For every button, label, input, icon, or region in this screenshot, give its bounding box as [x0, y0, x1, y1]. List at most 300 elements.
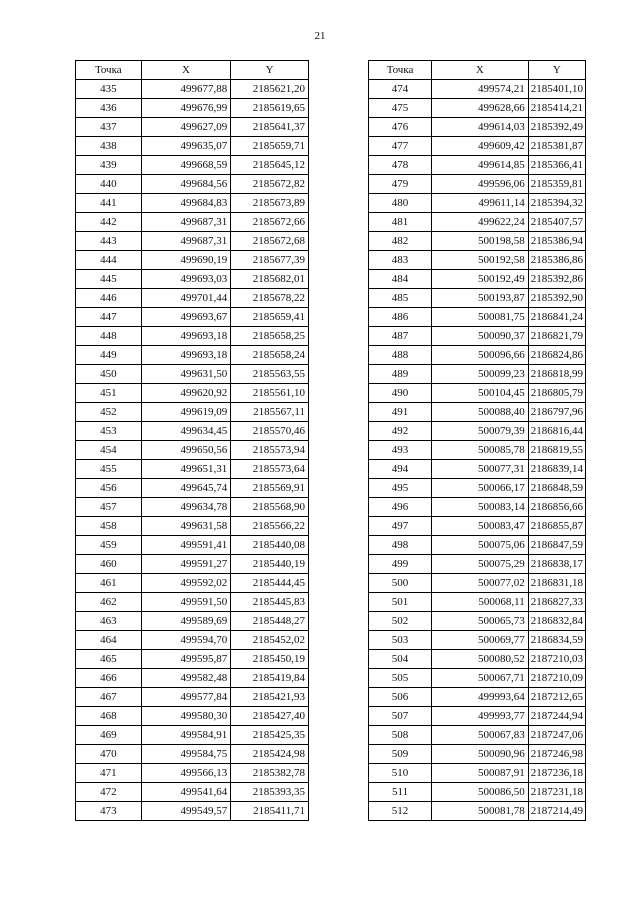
- x-cell: 499651,31: [141, 460, 231, 479]
- y-cell: 2186841,24: [528, 308, 585, 327]
- y-cell: 2186848,59: [528, 479, 585, 498]
- y-cell: 2185573,64: [231, 460, 309, 479]
- table-row: [369, 118, 586, 137]
- table-row: [76, 612, 309, 631]
- x-cell: 499693,03: [141, 270, 231, 289]
- point-cell: 442: [76, 213, 142, 232]
- x-cell: 499677,88: [141, 80, 231, 99]
- point-cell: 482: [369, 232, 432, 251]
- header-point: Точка: [369, 61, 432, 80]
- point-cell: 497: [369, 517, 432, 536]
- y-cell: 2185393,35: [231, 783, 309, 802]
- point-cell: 450: [76, 365, 142, 384]
- y-cell: 2186831,18: [528, 574, 585, 593]
- table-row: [76, 308, 309, 327]
- x-cell: 499566,13: [141, 764, 231, 783]
- x-cell: 499591,50: [141, 593, 231, 612]
- x-cell: 500079,39: [432, 422, 529, 441]
- table-row: [369, 422, 586, 441]
- x-cell: 500083,47: [432, 517, 529, 536]
- y-cell: 2185452,02: [231, 631, 309, 650]
- x-cell: 499687,31: [141, 232, 231, 251]
- y-cell: 2186832,84: [528, 612, 585, 631]
- table-row: [369, 498, 586, 517]
- point-cell: 505: [369, 669, 432, 688]
- y-cell: 2185682,01: [231, 270, 309, 289]
- table-row: [369, 270, 586, 289]
- table-row: [369, 802, 586, 821]
- point-cell: 456: [76, 479, 142, 498]
- table-row: [76, 631, 309, 650]
- point-cell: 491: [369, 403, 432, 422]
- y-cell: 2185381,87: [528, 137, 585, 156]
- table-row: [369, 99, 586, 118]
- point-cell: 448: [76, 327, 142, 346]
- point-cell: 511: [369, 783, 432, 802]
- table-row: [76, 80, 309, 99]
- point-cell: 470: [76, 745, 142, 764]
- point-cell: 480: [369, 194, 432, 213]
- point-cell: 435: [76, 80, 142, 99]
- x-cell: 499627,09: [141, 118, 231, 137]
- x-cell: 499584,75: [141, 745, 231, 764]
- point-cell: 449: [76, 346, 142, 365]
- x-cell: 500099,23: [432, 365, 529, 384]
- x-cell: 499676,99: [141, 99, 231, 118]
- y-cell: 2185392,86: [528, 270, 585, 289]
- y-cell: 2185394,32: [528, 194, 585, 213]
- x-cell: 499645,74: [141, 479, 231, 498]
- table-row: [369, 574, 586, 593]
- point-cell: 494: [369, 460, 432, 479]
- y-cell: 2185658,25: [231, 327, 309, 346]
- point-cell: 503: [369, 631, 432, 650]
- point-cell: 492: [369, 422, 432, 441]
- table-row: [76, 650, 309, 669]
- y-cell: 2185427,40: [231, 707, 309, 726]
- y-cell: 2187247,06: [528, 726, 585, 745]
- table-row: [76, 555, 309, 574]
- x-cell: 499993,77: [432, 707, 529, 726]
- point-cell: 441: [76, 194, 142, 213]
- y-cell: 2185570,46: [231, 422, 309, 441]
- point-cell: 484: [369, 270, 432, 289]
- x-cell: 499574,21: [432, 80, 529, 99]
- y-cell: 2186855,87: [528, 517, 585, 536]
- y-cell: 2187244,94: [528, 707, 585, 726]
- point-cell: 479: [369, 175, 432, 194]
- y-cell: 2185672,82: [231, 175, 309, 194]
- point-cell: 467: [76, 688, 142, 707]
- table-row: [76, 726, 309, 745]
- point-cell: 474: [369, 80, 432, 99]
- point-cell: 498: [369, 536, 432, 555]
- y-cell: 2185411,71: [231, 802, 309, 821]
- y-cell: 2187210,09: [528, 669, 585, 688]
- table-row: [76, 745, 309, 764]
- y-cell: 2185678,22: [231, 289, 309, 308]
- table-row: [76, 175, 309, 194]
- y-cell: 2185621,20: [231, 80, 309, 99]
- table-row: [76, 365, 309, 384]
- point-cell: 499: [369, 555, 432, 574]
- point-cell: 481: [369, 213, 432, 232]
- y-cell: 2185392,90: [528, 289, 585, 308]
- table-row: [76, 346, 309, 365]
- x-cell: 500090,96: [432, 745, 529, 764]
- point-cell: 447: [76, 308, 142, 327]
- point-cell: 472: [76, 783, 142, 802]
- x-cell: 499614,03: [432, 118, 529, 137]
- y-cell: 2186856,66: [528, 498, 585, 517]
- y-cell: 2185673,89: [231, 194, 309, 213]
- y-cell: 2185569,91: [231, 479, 309, 498]
- point-cell: 475: [369, 99, 432, 118]
- point-cell: 473: [76, 802, 142, 821]
- x-cell: 499693,18: [141, 327, 231, 346]
- table-row: [369, 384, 586, 403]
- y-cell: 2185659,71: [231, 137, 309, 156]
- table-row: [369, 631, 586, 650]
- point-cell: 504: [369, 650, 432, 669]
- x-cell: 499620,92: [141, 384, 231, 403]
- x-cell: 500083,14: [432, 498, 529, 517]
- table-row: [369, 403, 586, 422]
- x-cell: 500077,31: [432, 460, 529, 479]
- point-cell: 453: [76, 422, 142, 441]
- y-cell: 2185440,08: [231, 536, 309, 555]
- x-cell: 499687,31: [141, 213, 231, 232]
- x-cell: 499668,59: [141, 156, 231, 175]
- point-cell: 487: [369, 327, 432, 346]
- x-cell: 499684,83: [141, 194, 231, 213]
- y-cell: 2185444,45: [231, 574, 309, 593]
- x-cell: 499634,78: [141, 498, 231, 517]
- x-cell: 499611,14: [432, 194, 529, 213]
- point-cell: 478: [369, 156, 432, 175]
- y-cell: 2186818,99: [528, 365, 585, 384]
- x-cell: 499549,57: [141, 802, 231, 821]
- x-cell: 499592,02: [141, 574, 231, 593]
- x-cell: 499684,56: [141, 175, 231, 194]
- table-row: [369, 726, 586, 745]
- y-cell: 2185619,65: [231, 99, 309, 118]
- point-cell: 501: [369, 593, 432, 612]
- x-cell: 500066,17: [432, 479, 529, 498]
- x-cell: 499631,58: [141, 517, 231, 536]
- header-x: X: [432, 61, 529, 80]
- point-cell: 461: [76, 574, 142, 593]
- table-row: [369, 688, 586, 707]
- table-row: [369, 251, 586, 270]
- y-cell: 2185566,22: [231, 517, 309, 536]
- x-cell: 500067,71: [432, 669, 529, 688]
- table-row: [76, 289, 309, 308]
- y-cell: 2185401,10: [528, 80, 585, 99]
- y-cell: 2185568,90: [231, 498, 309, 517]
- table-row: [369, 327, 586, 346]
- point-cell: 507: [369, 707, 432, 726]
- point-cell: 493: [369, 441, 432, 460]
- point-cell: 466: [76, 669, 142, 688]
- x-cell: 500080,52: [432, 650, 529, 669]
- table-row: [76, 441, 309, 460]
- table-row: [369, 232, 586, 251]
- x-cell: 500087,91: [432, 764, 529, 783]
- point-cell: 489: [369, 365, 432, 384]
- y-cell: 2185641,37: [231, 118, 309, 137]
- table-row: [76, 156, 309, 175]
- x-cell: 499693,18: [141, 346, 231, 365]
- table-row: [76, 137, 309, 156]
- y-cell: 2186838,17: [528, 555, 585, 574]
- y-cell: 2186821,79: [528, 327, 585, 346]
- point-cell: 459: [76, 536, 142, 555]
- y-cell: 2187246,98: [528, 745, 585, 764]
- y-cell: 2185450,19: [231, 650, 309, 669]
- x-cell: 499631,50: [141, 365, 231, 384]
- header-y: Y: [231, 61, 309, 80]
- table-row: [76, 118, 309, 137]
- y-cell: 2185392,49: [528, 118, 585, 137]
- y-cell: 2187236,18: [528, 764, 585, 783]
- table-row: [76, 270, 309, 289]
- y-cell: 2186819,55: [528, 441, 585, 460]
- x-cell: 499594,70: [141, 631, 231, 650]
- y-cell: 2186834,59: [528, 631, 585, 650]
- table-row: [369, 194, 586, 213]
- x-cell: 500104,45: [432, 384, 529, 403]
- table-row: [76, 251, 309, 270]
- x-cell: 499635,07: [141, 137, 231, 156]
- point-cell: 510: [369, 764, 432, 783]
- y-cell: 2185567,11: [231, 403, 309, 422]
- table-row: [76, 194, 309, 213]
- y-cell: 2186797,96: [528, 403, 585, 422]
- x-cell: 499582,48: [141, 669, 231, 688]
- point-cell: 488: [369, 346, 432, 365]
- y-cell: 2185672,68: [231, 232, 309, 251]
- point-cell: 460: [76, 555, 142, 574]
- y-cell: 2187212,65: [528, 688, 585, 707]
- y-cell: 2186805,79: [528, 384, 585, 403]
- y-cell: 2186816,44: [528, 422, 585, 441]
- x-cell: 499628,66: [432, 99, 529, 118]
- y-cell: 2185407,57: [528, 213, 585, 232]
- x-cell: 499614,85: [432, 156, 529, 175]
- point-cell: 483: [369, 251, 432, 270]
- y-cell: 2185677,39: [231, 251, 309, 270]
- x-cell: 499993,64: [432, 688, 529, 707]
- y-cell: 2185359,81: [528, 175, 585, 194]
- x-cell: 500069,77: [432, 631, 529, 650]
- point-cell: 451: [76, 384, 142, 403]
- point-cell: 454: [76, 441, 142, 460]
- table-row: [369, 308, 586, 327]
- x-cell: 500081,75: [432, 308, 529, 327]
- y-cell: 2186839,14: [528, 460, 585, 479]
- point-cell: 502: [369, 612, 432, 631]
- x-cell: 499596,06: [432, 175, 529, 194]
- point-cell: 477: [369, 137, 432, 156]
- y-cell: 2185645,12: [231, 156, 309, 175]
- table-row: [76, 327, 309, 346]
- header-point: Точка: [76, 61, 142, 80]
- y-cell: 2185424,98: [231, 745, 309, 764]
- table-row: [369, 479, 586, 498]
- x-cell: 500198,58: [432, 232, 529, 251]
- table-row: [369, 365, 586, 384]
- y-cell: 2185386,86: [528, 251, 585, 270]
- table-row: [369, 612, 586, 631]
- x-cell: 500086,50: [432, 783, 529, 802]
- x-cell: 499580,30: [141, 707, 231, 726]
- table-row: [76, 232, 309, 251]
- table-header-row: [369, 61, 586, 80]
- x-cell: 500193,87: [432, 289, 529, 308]
- x-cell: 499591,41: [141, 536, 231, 555]
- table-row: [76, 384, 309, 403]
- point-cell: 444: [76, 251, 142, 270]
- table-row: [369, 156, 586, 175]
- x-cell: 499634,45: [141, 422, 231, 441]
- y-cell: 2185659,41: [231, 308, 309, 327]
- table-row: [369, 783, 586, 802]
- point-cell: 455: [76, 460, 142, 479]
- point-cell: 465: [76, 650, 142, 669]
- header-y: Y: [528, 61, 585, 80]
- y-cell: 2185386,94: [528, 232, 585, 251]
- table-row: [76, 536, 309, 555]
- x-cell: 499701,44: [141, 289, 231, 308]
- table-row: [76, 422, 309, 441]
- table-row: [76, 517, 309, 536]
- point-cell: 438: [76, 137, 142, 156]
- coordinates-table-left: [75, 60, 309, 821]
- point-cell: 445: [76, 270, 142, 289]
- y-cell: 2186824,86: [528, 346, 585, 365]
- table-row: [369, 745, 586, 764]
- table-row: [76, 460, 309, 479]
- point-cell: 457: [76, 498, 142, 517]
- table-header-row: [76, 61, 309, 80]
- coordinates-table-right: [368, 60, 586, 821]
- table-row: [369, 289, 586, 308]
- table-row: [369, 650, 586, 669]
- table-row: [76, 498, 309, 517]
- point-cell: 458: [76, 517, 142, 536]
- point-cell: 500: [369, 574, 432, 593]
- x-cell: 499595,87: [141, 650, 231, 669]
- table-row: [76, 593, 309, 612]
- point-cell: 464: [76, 631, 142, 650]
- y-cell: 2186827,33: [528, 593, 585, 612]
- y-cell: 2185440,19: [231, 555, 309, 574]
- x-cell: 500077,02: [432, 574, 529, 593]
- x-cell: 500192,58: [432, 251, 529, 270]
- x-cell: 499541,64: [141, 783, 231, 802]
- x-cell: 499591,27: [141, 555, 231, 574]
- point-cell: 436: [76, 99, 142, 118]
- point-cell: 437: [76, 118, 142, 137]
- y-cell: 2185573,94: [231, 441, 309, 460]
- point-cell: 495: [369, 479, 432, 498]
- point-cell: 443: [76, 232, 142, 251]
- x-cell: 499589,69: [141, 612, 231, 631]
- x-cell: 499584,91: [141, 726, 231, 745]
- x-cell: 500067,83: [432, 726, 529, 745]
- point-cell: 485: [369, 289, 432, 308]
- table-row: [76, 574, 309, 593]
- x-cell: 500081,78: [432, 802, 529, 821]
- point-cell: 452: [76, 403, 142, 422]
- y-cell: 2185448,27: [231, 612, 309, 631]
- y-cell: 2185366,41: [528, 156, 585, 175]
- table-row: [369, 555, 586, 574]
- table-row: [369, 460, 586, 479]
- y-cell: 2185672,66: [231, 213, 309, 232]
- table-row: [369, 764, 586, 783]
- table-row: [76, 802, 309, 821]
- x-cell: 500088,40: [432, 403, 529, 422]
- x-cell: 499693,67: [141, 308, 231, 327]
- y-cell: 2185445,83: [231, 593, 309, 612]
- point-cell: 446: [76, 289, 142, 308]
- point-cell: 462: [76, 593, 142, 612]
- point-cell: 439: [76, 156, 142, 175]
- y-cell: 2185419,84: [231, 669, 309, 688]
- point-cell: 496: [369, 498, 432, 517]
- table-row: [76, 669, 309, 688]
- table-row: [76, 99, 309, 118]
- point-cell: 512: [369, 802, 432, 821]
- table-row: [76, 688, 309, 707]
- y-cell: 2185421,93: [231, 688, 309, 707]
- table-row: [369, 213, 586, 232]
- x-cell: 500075,06: [432, 536, 529, 555]
- x-cell: 500068,11: [432, 593, 529, 612]
- point-cell: 463: [76, 612, 142, 631]
- x-cell: 500090,37: [432, 327, 529, 346]
- point-cell: 471: [76, 764, 142, 783]
- x-cell: 499622,24: [432, 213, 529, 232]
- x-cell: 500075,29: [432, 555, 529, 574]
- point-cell: 506: [369, 688, 432, 707]
- point-cell: 486: [369, 308, 432, 327]
- table-row: [76, 783, 309, 802]
- table-row: [369, 707, 586, 726]
- y-cell: 2186847,59: [528, 536, 585, 555]
- x-cell: 500065,73: [432, 612, 529, 631]
- table-row: [76, 213, 309, 232]
- y-cell: 2185658,24: [231, 346, 309, 365]
- x-cell: 500096,66: [432, 346, 529, 365]
- point-cell: 468: [76, 707, 142, 726]
- x-cell: 499619,09: [141, 403, 231, 422]
- y-cell: 2185414,21: [528, 99, 585, 118]
- table-row: [369, 441, 586, 460]
- x-cell: 499690,19: [141, 251, 231, 270]
- point-cell: 490: [369, 384, 432, 403]
- x-cell: 500085,78: [432, 441, 529, 460]
- x-cell: 499609,42: [432, 137, 529, 156]
- table-row: [76, 764, 309, 783]
- point-cell: 509: [369, 745, 432, 764]
- y-cell: 2187214,49: [528, 802, 585, 821]
- header-x: X: [141, 61, 231, 80]
- table-row: [369, 517, 586, 536]
- table-row: [369, 80, 586, 99]
